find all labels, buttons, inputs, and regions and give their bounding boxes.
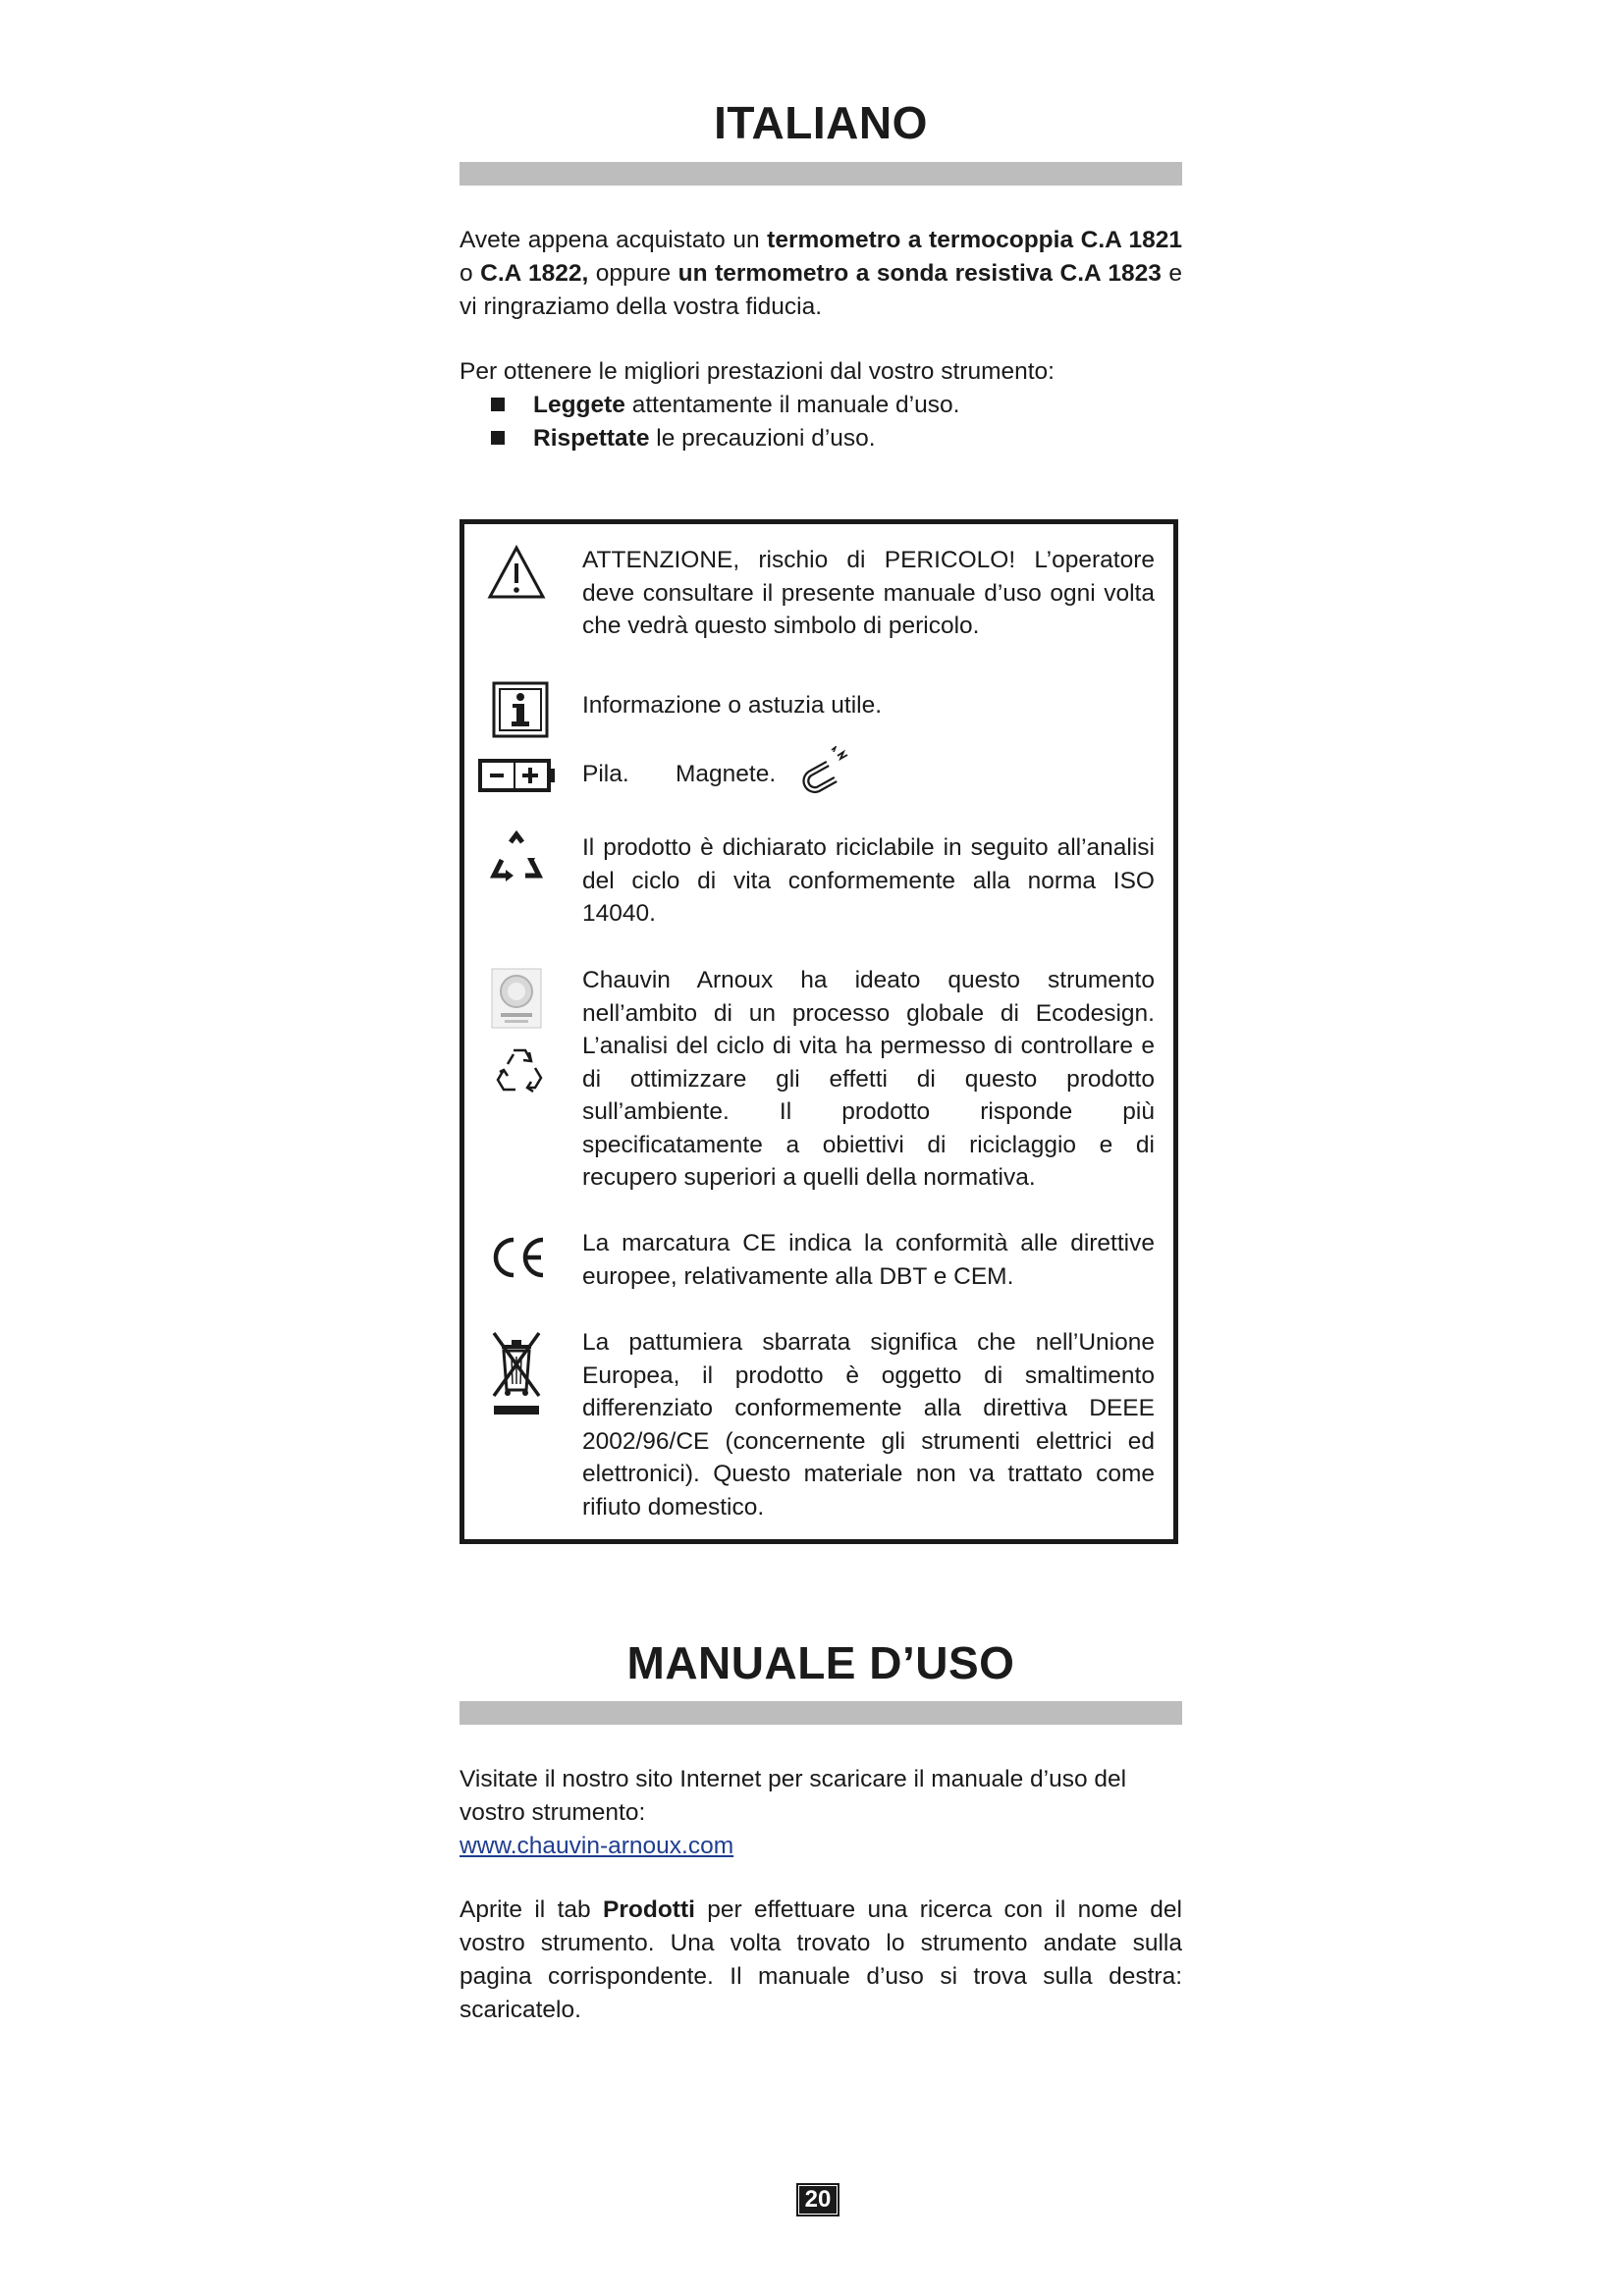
warning-triangle-icon [486, 544, 547, 601]
manual-divider [460, 1701, 1182, 1725]
warning-text: ATTENZIONE, rischio di PERICOLO! L’operatore deve consultare il presente manuale d’uso ogni volta che vedrà questo simbolo di pericolo. [582, 547, 1155, 639]
battery-icon [478, 757, 557, 794]
ce-mark-icon [486, 1234, 549, 1281]
recyclable-text: Il prodotto è dichiarato riciclabile in seguito all’analisi del ciclo di vita conformemente alla norma ISO 14040. [582, 834, 1155, 927]
search-segment: per effettuare una ricerca con il nome del vostro strumento. Una volta trovato lo strumento andate sulla pagina corrispondente. Il manuale d’uso si trova sulla destra: scaricatelo. [460, 1896, 1182, 2023]
list-item-text: attentamente il manuale d’uso. [624, 392, 960, 418]
website-link[interactable]: www.chauvin-arnoux.com [460, 1833, 734, 1859]
manual-title: MANUALE D’USO [626, 1637, 1015, 1688]
info-icon [492, 681, 549, 738]
ecodesign-logo-icon [491, 968, 542, 1029]
ce-text: La marcatura CE indica la conformità alle direttive europee, relativamente alla DBT e CEM. [582, 1230, 1155, 1290]
square-bullet-icon [491, 431, 505, 445]
recycle-triangle-icon [488, 830, 545, 887]
performance-section [460, 355, 1182, 455]
search-segment: Aprite il tab [460, 1896, 604, 1923]
intro-segment: o [460, 260, 481, 287]
search-bold-segment: Prodotti [603, 1896, 695, 1923]
manual-visit-text: Visitate il nostro sito Internet per scaricare il manuale d’uso del vostro strumento: [460, 1766, 1127, 1826]
manual-visit-section [460, 1763, 1182, 1863]
magnet-text: Magnete. [676, 761, 777, 787]
intro-bold-segment: un termometro a sonda resistiva C.A 1823 [677, 260, 1162, 287]
intro-paragraph [460, 224, 1182, 324]
list-item [460, 389, 1182, 422]
page-number-frame [798, 2185, 838, 2215]
manual-search-paragraph [460, 1894, 1182, 2027]
magnet-icon [788, 746, 853, 795]
crossed-bin-icon [488, 1331, 545, 1417]
title-divider [460, 162, 1182, 186]
ecodesign-text: Chauvin Arnoux ha ideato questo strumento nell’ambito di un processo globale di Ecodesign. L’analisi del ciclo di vita ha permesso di controllare e di ottimizzare gli effetti di questo prodotto sull’ambiente. Il prodotto risponde più specificatamente a obiettivi di riciclaggio e di recupero superiori a quelli della normativa. [582, 967, 1155, 1191]
list-item [460, 422, 1182, 455]
precautions-list [460, 389, 1182, 455]
intro-segment: oppure [588, 260, 678, 287]
info-text: Informazione o astuzia utile. [582, 692, 883, 719]
symbols-box [460, 519, 1178, 1544]
bin-text: La pattumiera sbarrata significa che nell’Unione Europea, il prodotto è oggetto di smaltimento differenziato conformemente alla direttiva DEEE 2002/96/CE (concernente gli strumenti elettrici ed elettronici). Questo materiale non va trattato come rifiuto domestico. [582, 1329, 1155, 1521]
square-bullet-icon [491, 398, 505, 411]
list-item-bold: Leggete [533, 392, 625, 418]
page-number-text: 20 [804, 2186, 832, 2213]
intro-bold-segment: termometro a termocoppia C.A 1821 [767, 227, 1182, 253]
recycle-arrows-icon [494, 1044, 545, 1095]
intro-segment: e vi ringraziamo della vostra fiducia. [460, 260, 1182, 320]
performance-lead: Per ottenere le migliori prestazioni dal vostro strumento: [460, 358, 1055, 385]
page-title: ITALIANO [714, 97, 928, 148]
intro-bold-segment: C.A 1822, [480, 260, 589, 287]
list-item-text: le precauzioni d’uso. [649, 425, 876, 452]
battery-text: Pila. [582, 761, 629, 787]
intro-segment: Avete appena acquistato un [460, 227, 768, 253]
list-item-bold: Rispettate [533, 425, 650, 452]
page-number [796, 2183, 839, 2216]
